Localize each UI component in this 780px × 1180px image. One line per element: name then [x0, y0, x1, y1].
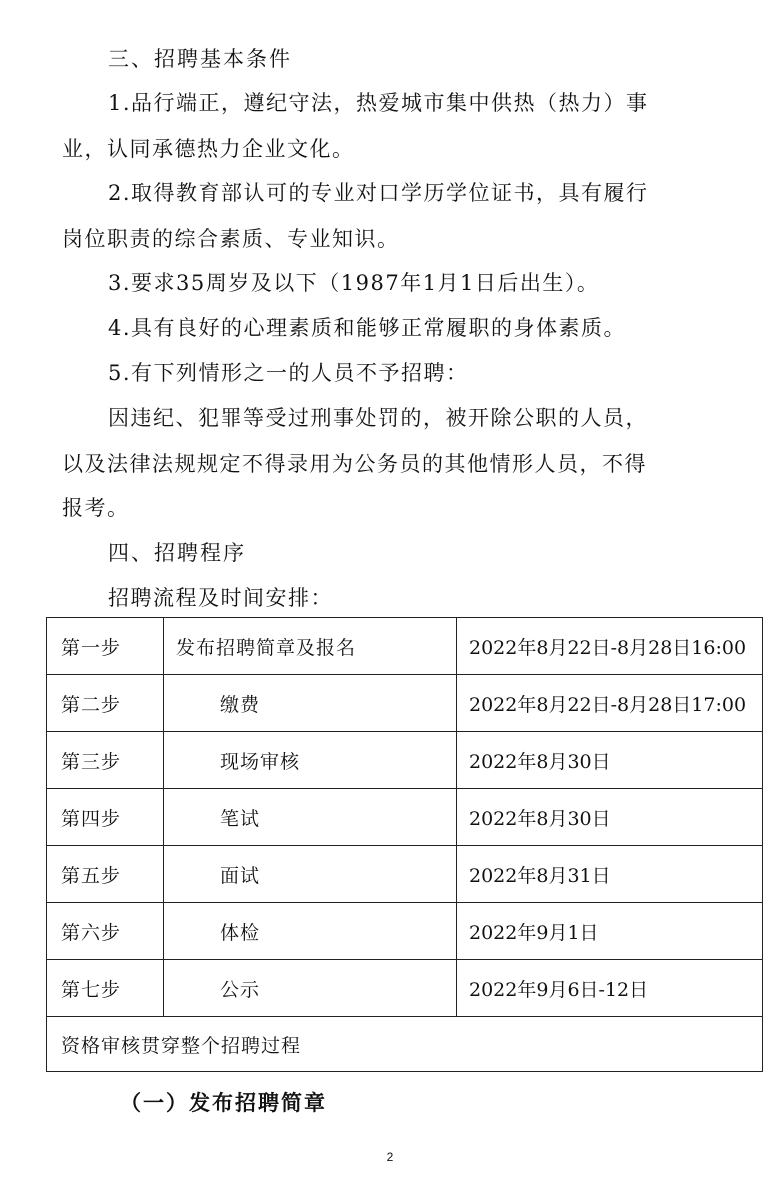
step-cell: 第五步 [47, 846, 164, 903]
step-cell: 第三步 [47, 732, 164, 789]
section-3-heading: 三、招聘基本条件 [108, 47, 292, 71]
time-cell: 2022年8月30日 [457, 732, 763, 789]
page-number: 2 [386, 1150, 394, 1164]
table-row [47, 675, 763, 732]
time-cell: 2022年8月22日-8月28日17:00 [457, 675, 763, 732]
condition-4: 4.具有良好的心理素质和能够正常履职的身体素质。 [108, 316, 627, 340]
table-note: 资格审核贯穿整个招聘过程 [47, 1017, 763, 1072]
step-cell: 第七步 [47, 960, 164, 1017]
task-cell: 公示 [164, 960, 457, 1017]
condition-2-line-1: 2.取得教育部认可的专业对口学历学位证书，具有履行 [108, 181, 649, 205]
time-cell: 2022年9月6日-12日 [457, 960, 763, 1017]
table-row [47, 846, 763, 903]
time-cell: 2022年8月30日 [457, 789, 763, 846]
task-cell: 缴费 [164, 675, 457, 732]
time-cell: 2022年8月31日 [457, 846, 763, 903]
task-cell: 发布招聘简章及报名 [164, 618, 457, 675]
table-row [47, 960, 763, 1017]
step-cell: 第二步 [47, 675, 164, 732]
step-cell: 第一步 [47, 618, 164, 675]
schedule-intro: 招聘流程及时间安排： [108, 586, 333, 610]
subsection-heading: （一）发布招聘简章 [120, 1090, 327, 1115]
step-cell: 第四步 [47, 789, 164, 846]
table-note-row [47, 1017, 763, 1072]
table-row [47, 618, 763, 675]
table-row [47, 732, 763, 789]
task-cell: 体检 [164, 903, 457, 960]
time-cell: 2022年8月22日-8月28日16:00 [457, 618, 763, 675]
table-row [47, 789, 763, 846]
exclusion-line-3: 报考。 [62, 496, 130, 520]
task-cell: 笔试 [164, 789, 457, 846]
condition-5: 5.有下列情形之一的人员不予招聘： [108, 361, 469, 385]
time-cell: 2022年9月1日 [457, 903, 763, 960]
condition-1-line-1: 1.品行端正，遵纪守法，热爱城市集中供热（热力）事 [108, 91, 649, 115]
step-cell: 第六步 [47, 903, 164, 960]
condition-3: 3.要求35周岁及以下（1987年1月1日后出生）。 [108, 271, 600, 295]
exclusion-line-2: 以及法律法规规定不得录用为公务员的其他情形人员，不得 [62, 452, 647, 476]
condition-2-line-2: 岗位职责的综合素质、专业知识。 [62, 227, 400, 251]
schedule-table [46, 617, 763, 1072]
exclusion-line-1: 因违纪、犯罪等受过刑事处罚的，被开除公职的人员， [108, 406, 648, 430]
section-4-heading: 四、招聘程序 [108, 541, 246, 565]
table-row [47, 903, 763, 960]
task-cell: 现场审核 [164, 732, 457, 789]
condition-1-line-2: 业，认同承德热力企业文化。 [62, 137, 355, 161]
task-cell: 面试 [164, 846, 457, 903]
